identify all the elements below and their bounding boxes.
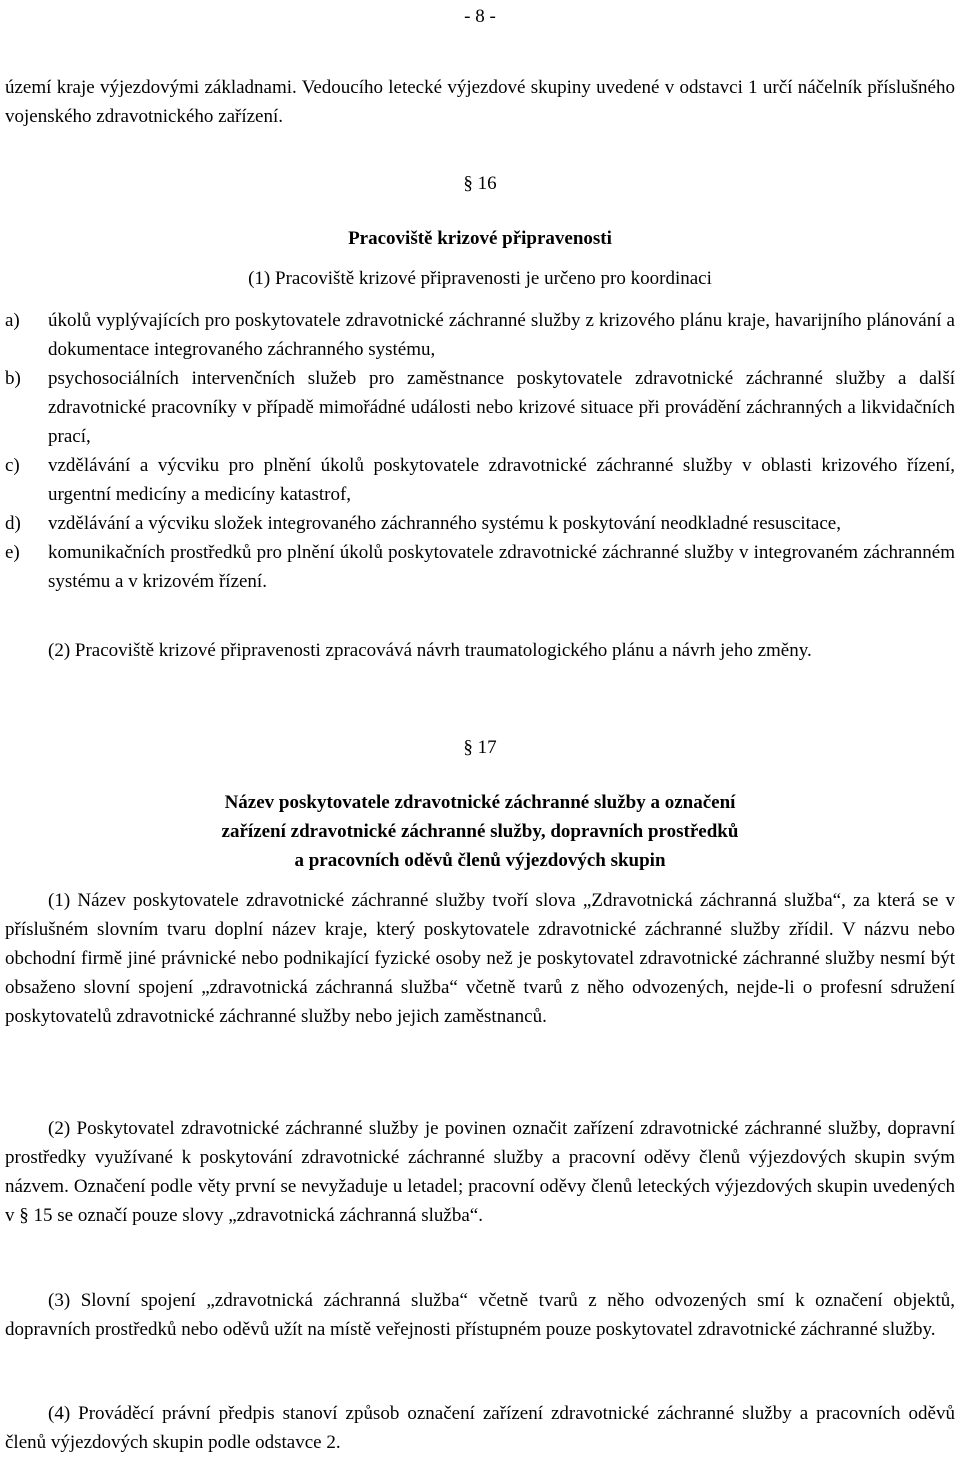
list-item-text: vzdělávání a výcviku pro plnění úkolů poskytovatele zdravotnické záchranné služby v oblasti krizového řízení, urgentní medicíny a medicíny katastrof, [48,455,955,505]
list-item-text: psychosociálních intervenčních služeb pro zaměstnance poskytovatele zdravotnické záchranné služby a další zdravotnické pracovníky v případě mimořádné události nebo krizové situace při provádění záchranných a likvidačních prací, [48,368,955,447]
section-16-para2: (2) Pracoviště krizové připravenosti zpracovává návrh traumatologického plánu a návrh jeho změny. [48,640,812,661]
list-item [5,364,955,451]
section-16-para1-lead: (1) Pracoviště krizové připravenosti je určeno pro koordinaci [248,268,712,289]
list-item-label: c) [5,455,20,476]
list-item-text: komunikačních prostředků pro plnění úkolů poskytovatele zdravotnické záchranné služby v integrovaném záchranném systému a v krizovém řízení. [48,542,955,592]
section-16-number: § 16 [463,173,497,194]
list-item-text: vzdělávání a výcviku složek integrovaného záchranného systému k poskytování neodkladné resuscitace, [48,513,841,534]
list-item-text: úkolů vyplývajících pro poskytovatele zdravotnické záchranné služby z krizového plánu kraje, havarijního plánování a dokumentace integrovaného záchranného systému, [48,310,955,360]
list-item [5,451,955,509]
section-16-title: Pracoviště krizové připravenosti [348,228,612,249]
list-item-label: a) [5,310,20,331]
section-17-title-line-1: Název poskytovatele zdravotnické záchranné služby a označení [224,792,736,813]
section-17-title-line-2: zařízení zdravotnické záchranné služby, dopravních prostředků [221,821,739,842]
page-number: - 8 - [464,6,496,27]
section-17-number: § 17 [463,737,497,758]
intro-paragraph: území kraje výjezdovými základnami. Vedoucího letecké výjezdové skupiny uvedené v odstavci 1 určí náčelník příslušného vojenského zdravotnického zařízení. [5,77,955,127]
section-17-title-line-3: a pracovních oděvů členů výjezdových skupin [294,850,666,871]
section-17-para3: (3) Slovní spojení „zdravotnická záchranná služba“ včetně tvarů z něho odvozených smí k označení objektů, dopravních prostředků nebo oděvů užít na místě veřejnosti přístupném pouze poskytovatel zdravotnické záchranné služby. [5,1290,955,1340]
list-item [5,306,955,364]
list-item-label: e) [5,542,20,563]
list-item-label: b) [5,368,21,389]
section-17-para1: (1) Název poskytovatele zdravotnické záchranné služby tvoří slova „Zdravotnická záchranná služba“, za která se v příslušném slovním tvaru doplní název kraje, který poskytovatele zdravotnické záchranné služby zřídil. V názvu nebo obchodní firmě jiné právnické nebo podnikající fyzické osoby než je poskytovatel zdravotnické záchranné služby nesmí být obsaženo slovní spojení „zdravotnická záchranná služba“ včetně tvarů z něho odvozených, nejde-li o profesní sdružení poskytovatelů zdravotnické záchranné služby nebo jejich zaměstnanců. [5,890,955,1027]
list-item [5,538,955,596]
list-item-label: d) [5,513,21,534]
list-item [5,509,955,538]
section-17-para2: (2) Poskytovatel zdravotnické záchranné služby je povinen označit zařízení zdravotnické záchranné služby, dopravní prostředky využívané k poskytování zdravotnické záchranné služby a pracovní oděvy členů výjezdových skupin svým názvem. Označení podle věty první se nevyžaduje u letadel; pracovní oděvy členů leteckých výjezdových skupin uvedených v § 15 se označí pouze slovy „zdravotnická záchranná služba“. [5,1118,955,1226]
section-17-para4: (4) Prováděcí právní předpis stanoví způsob označení zařízení zdravotnické záchranné služby a pracovních oděvů členů výjezdových skupin podle odstavce 2. [5,1403,955,1453]
section-16-list [5,306,955,596]
